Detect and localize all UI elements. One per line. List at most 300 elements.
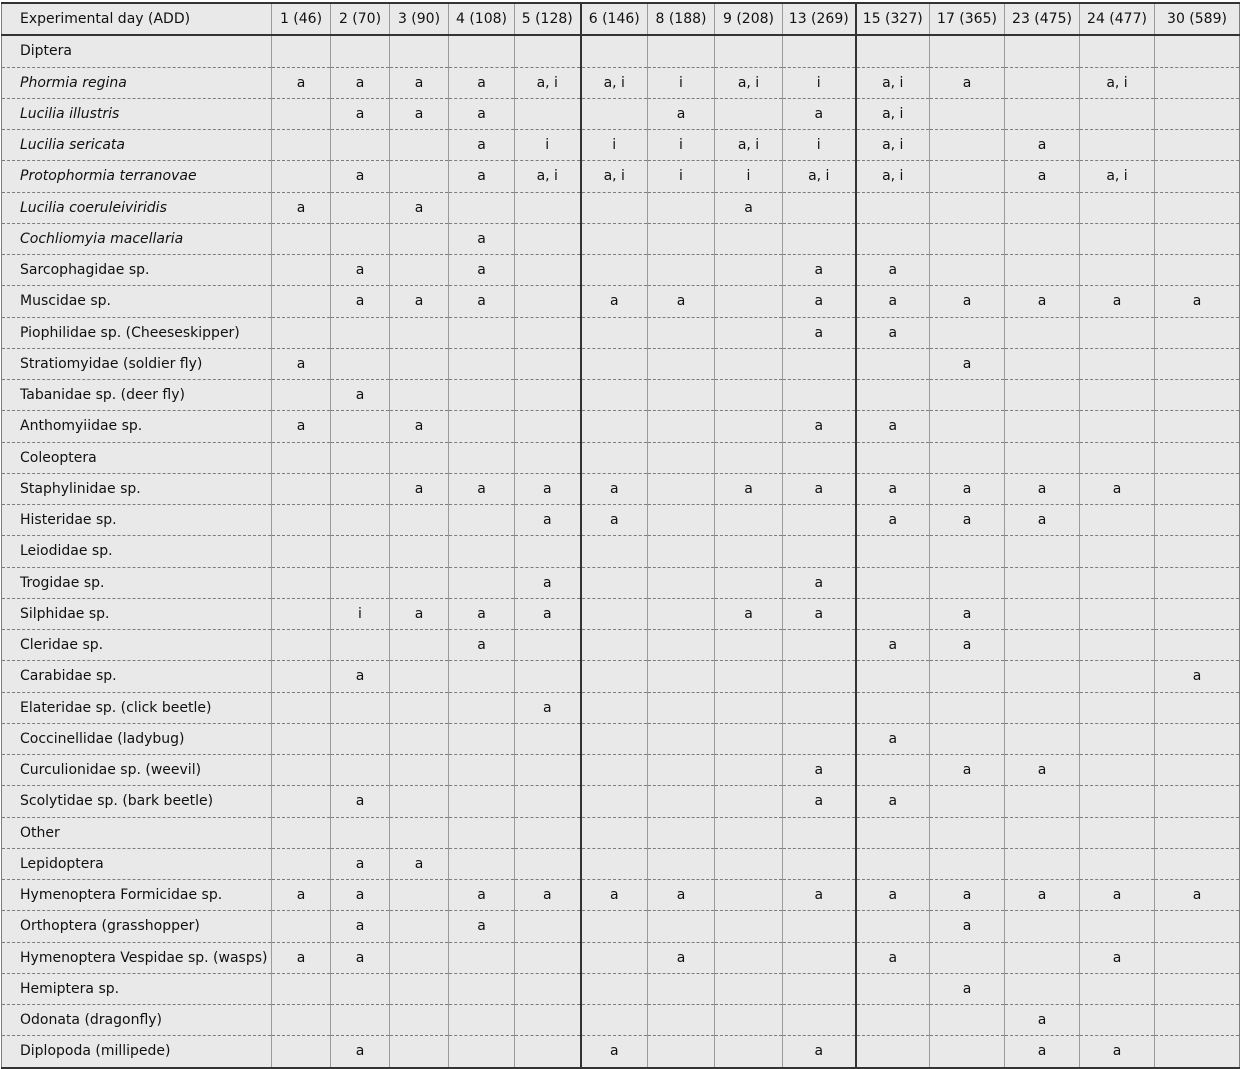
table-row bbox=[2, 380, 1240, 411]
header-day-cell: 2 (70) bbox=[331, 3, 390, 35]
presence-cell: a bbox=[390, 411, 449, 442]
presence-cell bbox=[390, 1005, 449, 1036]
presence-cell bbox=[783, 536, 856, 567]
presence-cell: a bbox=[390, 98, 449, 129]
table-row bbox=[2, 598, 1240, 629]
presence-cell bbox=[272, 661, 331, 692]
taxon-label: Protophormia terranovae bbox=[2, 161, 272, 192]
table-row bbox=[2, 67, 1240, 98]
presence-cell: a bbox=[648, 286, 715, 317]
presence-cell bbox=[1005, 630, 1080, 661]
table-row bbox=[2, 442, 1240, 473]
presence-cell bbox=[581, 692, 648, 723]
taxon-label: Histeridae sp. bbox=[2, 505, 272, 536]
presence-cell bbox=[390, 35, 449, 67]
presence-cell: a, i bbox=[515, 161, 581, 192]
presence-cell bbox=[856, 755, 930, 786]
presence-cell: a, i bbox=[715, 67, 783, 98]
presence-cell bbox=[515, 817, 581, 848]
presence-cell: i bbox=[331, 598, 390, 629]
presence-cell bbox=[515, 380, 581, 411]
presence-cell bbox=[715, 880, 783, 911]
table-row bbox=[2, 35, 1240, 67]
presence-cell bbox=[930, 317, 1005, 348]
table-row bbox=[2, 130, 1240, 161]
taxon-label: Piophilidae sp. (Cheeseskipper) bbox=[2, 317, 272, 348]
presence-cell: a bbox=[783, 755, 856, 786]
presence-cell bbox=[1155, 411, 1240, 442]
presence-cell bbox=[331, 505, 390, 536]
presence-cell bbox=[272, 817, 331, 848]
presence-cell bbox=[783, 817, 856, 848]
header-day-cell: 5 (128) bbox=[515, 3, 581, 35]
presence-cell bbox=[581, 223, 648, 254]
presence-cell bbox=[1080, 1005, 1155, 1036]
presence-cell: i bbox=[515, 130, 581, 161]
presence-cell: a, i bbox=[581, 161, 648, 192]
presence-cell bbox=[581, 98, 648, 129]
insect-succession-table bbox=[1, 2, 1240, 1069]
presence-cell bbox=[930, 411, 1005, 442]
presence-cell: a bbox=[515, 598, 581, 629]
taxon-label: Trogidae sp. bbox=[2, 567, 272, 598]
presence-cell bbox=[390, 255, 449, 286]
presence-cell bbox=[930, 848, 1005, 879]
presence-cell bbox=[390, 348, 449, 379]
presence-cell bbox=[515, 192, 581, 223]
header-day-cell: 8 (188) bbox=[648, 3, 715, 35]
presence-cell bbox=[1080, 755, 1155, 786]
presence-cell bbox=[581, 723, 648, 754]
presence-cell: a bbox=[272, 192, 331, 223]
taxon-label: Lucilia sericata bbox=[2, 130, 272, 161]
taxon-label: Cleridae sp. bbox=[2, 630, 272, 661]
presence-cell bbox=[331, 755, 390, 786]
presence-cell bbox=[390, 786, 449, 817]
presence-cell bbox=[783, 380, 856, 411]
presence-cell bbox=[449, 661, 515, 692]
taxon-label: Lepidoptera bbox=[2, 848, 272, 879]
presence-cell bbox=[1080, 380, 1155, 411]
presence-cell bbox=[1080, 98, 1155, 129]
presence-cell: a bbox=[783, 317, 856, 348]
taxon-label: Anthomyiidae sp. bbox=[2, 411, 272, 442]
presence-cell bbox=[272, 755, 331, 786]
taxon-label: Hemiptera sp. bbox=[2, 973, 272, 1004]
presence-cell: a bbox=[783, 286, 856, 317]
taxon-label: Cochliomyia macellaria bbox=[2, 223, 272, 254]
presence-cell bbox=[390, 567, 449, 598]
presence-cell: a bbox=[783, 567, 856, 598]
presence-cell bbox=[1155, 505, 1240, 536]
presence-cell: a bbox=[581, 473, 648, 504]
presence-cell bbox=[515, 35, 581, 67]
presence-cell: a bbox=[648, 98, 715, 129]
presence-cell bbox=[1080, 35, 1155, 67]
presence-cell: a bbox=[1155, 661, 1240, 692]
presence-cell: a bbox=[856, 942, 930, 973]
presence-cell bbox=[390, 911, 449, 942]
presence-cell bbox=[1080, 661, 1155, 692]
presence-cell bbox=[515, 255, 581, 286]
presence-cell: a bbox=[783, 880, 856, 911]
presence-cell bbox=[856, 817, 930, 848]
presence-cell: a bbox=[930, 67, 1005, 98]
presence-cell bbox=[581, 786, 648, 817]
presence-cell: i bbox=[648, 67, 715, 98]
presence-cell bbox=[1155, 1005, 1240, 1036]
taxon-label: Tabanidae sp. (deer fly) bbox=[2, 380, 272, 411]
presence-cell bbox=[930, 661, 1005, 692]
presence-cell: a bbox=[581, 286, 648, 317]
presence-cell bbox=[715, 786, 783, 817]
presence-cell: a bbox=[930, 911, 1005, 942]
presence-cell bbox=[1155, 255, 1240, 286]
presence-cell: a bbox=[1005, 161, 1080, 192]
presence-cell bbox=[449, 973, 515, 1004]
presence-cell: a bbox=[715, 192, 783, 223]
table-row bbox=[2, 192, 1240, 223]
header-day-cell: 6 (146) bbox=[581, 3, 648, 35]
presence-cell bbox=[515, 630, 581, 661]
presence-cell bbox=[331, 130, 390, 161]
presence-cell: a bbox=[930, 630, 1005, 661]
presence-cell bbox=[581, 317, 648, 348]
presence-cell bbox=[648, 442, 715, 473]
presence-cell bbox=[930, 567, 1005, 598]
presence-cell bbox=[515, 411, 581, 442]
presence-cell bbox=[783, 348, 856, 379]
presence-cell bbox=[449, 942, 515, 973]
presence-cell bbox=[581, 598, 648, 629]
presence-cell bbox=[581, 255, 648, 286]
presence-cell: i bbox=[648, 161, 715, 192]
taxon-label: Curculionidae sp. (weevil) bbox=[2, 755, 272, 786]
presence-cell bbox=[581, 380, 648, 411]
presence-cell bbox=[272, 130, 331, 161]
presence-cell: a bbox=[856, 411, 930, 442]
presence-cell bbox=[648, 848, 715, 879]
presence-cell bbox=[515, 723, 581, 754]
presence-cell bbox=[390, 817, 449, 848]
presence-cell bbox=[272, 161, 331, 192]
presence-cell bbox=[856, 661, 930, 692]
presence-cell: a bbox=[272, 348, 331, 379]
table-row bbox=[2, 317, 1240, 348]
table-row bbox=[2, 505, 1240, 536]
presence-cell bbox=[272, 848, 331, 879]
presence-cell bbox=[1155, 348, 1240, 379]
presence-cell bbox=[648, 1005, 715, 1036]
presence-cell bbox=[272, 598, 331, 629]
presence-cell: a, i bbox=[515, 67, 581, 98]
presence-cell bbox=[1155, 786, 1240, 817]
presence-cell: a bbox=[1155, 286, 1240, 317]
presence-cell bbox=[1155, 567, 1240, 598]
table-row bbox=[2, 1036, 1240, 1068]
presence-cell: a bbox=[390, 598, 449, 629]
presence-cell: a bbox=[930, 755, 1005, 786]
taxon-label: Other bbox=[2, 817, 272, 848]
presence-cell bbox=[449, 380, 515, 411]
presence-cell bbox=[272, 473, 331, 504]
taxon-label: Hymenoptera Formicidae sp. bbox=[2, 880, 272, 911]
table-row bbox=[2, 755, 1240, 786]
presence-cell bbox=[390, 505, 449, 536]
presence-cell bbox=[515, 286, 581, 317]
header-day-cell: 4 (108) bbox=[449, 3, 515, 35]
presence-cell: a bbox=[272, 67, 331, 98]
presence-cell bbox=[272, 380, 331, 411]
table-row bbox=[2, 286, 1240, 317]
presence-cell: a bbox=[331, 286, 390, 317]
presence-cell bbox=[1155, 192, 1240, 223]
presence-cell bbox=[1155, 1036, 1240, 1068]
presence-cell bbox=[1005, 35, 1080, 67]
presence-cell bbox=[581, 442, 648, 473]
presence-cell bbox=[449, 567, 515, 598]
presence-cell bbox=[1155, 911, 1240, 942]
presence-cell bbox=[581, 192, 648, 223]
presence-cell bbox=[272, 786, 331, 817]
presence-cell bbox=[648, 786, 715, 817]
presence-cell bbox=[515, 536, 581, 567]
presence-cell bbox=[449, 692, 515, 723]
presence-cell: a bbox=[783, 598, 856, 629]
presence-cell: a bbox=[856, 786, 930, 817]
presence-cell bbox=[331, 411, 390, 442]
presence-cell bbox=[648, 255, 715, 286]
presence-cell bbox=[856, 911, 930, 942]
header-day-cell: 1 (46) bbox=[272, 3, 331, 35]
presence-cell: a bbox=[856, 880, 930, 911]
presence-cell bbox=[272, 692, 331, 723]
presence-cell: a bbox=[783, 786, 856, 817]
presence-cell bbox=[1080, 411, 1155, 442]
presence-cell: a bbox=[449, 630, 515, 661]
presence-cell bbox=[581, 911, 648, 942]
presence-cell: a bbox=[856, 255, 930, 286]
presence-cell bbox=[1080, 255, 1155, 286]
presence-cell bbox=[1155, 755, 1240, 786]
presence-cell bbox=[648, 223, 715, 254]
presence-cell bbox=[715, 630, 783, 661]
table-row bbox=[2, 723, 1240, 754]
presence-cell bbox=[390, 942, 449, 973]
presence-cell bbox=[581, 942, 648, 973]
taxon-label: Stratiomyidae (soldier fly) bbox=[2, 348, 272, 379]
presence-cell bbox=[1005, 973, 1080, 1004]
presence-cell: a bbox=[331, 786, 390, 817]
presence-cell bbox=[331, 723, 390, 754]
presence-cell: a bbox=[331, 911, 390, 942]
taxon-label: Coccinellidae (ladybug) bbox=[2, 723, 272, 754]
presence-cell bbox=[1005, 317, 1080, 348]
presence-cell bbox=[1080, 817, 1155, 848]
presence-cell bbox=[515, 317, 581, 348]
presence-cell bbox=[1080, 786, 1155, 817]
presence-cell: a bbox=[930, 286, 1005, 317]
presence-cell: a bbox=[331, 67, 390, 98]
presence-cell bbox=[783, 442, 856, 473]
presence-cell bbox=[515, 1005, 581, 1036]
presence-cell bbox=[390, 973, 449, 1004]
presence-cell bbox=[648, 317, 715, 348]
header-day-cell: 23 (475) bbox=[1005, 3, 1080, 35]
presence-cell bbox=[1155, 817, 1240, 848]
presence-cell: a bbox=[1005, 755, 1080, 786]
presence-cell bbox=[930, 942, 1005, 973]
presence-cell bbox=[856, 1036, 930, 1068]
header-label-cell: Experimental day (ADD) bbox=[2, 3, 272, 35]
presence-cell bbox=[515, 661, 581, 692]
presence-cell bbox=[856, 692, 930, 723]
presence-cell bbox=[715, 692, 783, 723]
presence-cell bbox=[1005, 911, 1080, 942]
presence-cell bbox=[1080, 130, 1155, 161]
presence-cell: a bbox=[449, 911, 515, 942]
presence-cell: a bbox=[515, 692, 581, 723]
presence-cell: a bbox=[449, 598, 515, 629]
presence-cell bbox=[856, 973, 930, 1004]
presence-cell bbox=[1080, 598, 1155, 629]
presence-cell bbox=[331, 692, 390, 723]
presence-cell: a bbox=[449, 286, 515, 317]
presence-cell: a bbox=[648, 942, 715, 973]
presence-cell bbox=[1005, 567, 1080, 598]
presence-cell: a bbox=[1005, 880, 1080, 911]
presence-cell: a bbox=[856, 286, 930, 317]
presence-cell bbox=[390, 536, 449, 567]
presence-cell bbox=[515, 755, 581, 786]
presence-cell bbox=[515, 786, 581, 817]
taxon-label: Phormia regina bbox=[2, 67, 272, 98]
presence-cell: a bbox=[715, 473, 783, 504]
presence-cell bbox=[930, 692, 1005, 723]
presence-cell: a, i bbox=[856, 161, 930, 192]
presence-cell bbox=[930, 130, 1005, 161]
presence-cell bbox=[449, 317, 515, 348]
table-row bbox=[2, 817, 1240, 848]
presence-cell bbox=[390, 880, 449, 911]
presence-cell bbox=[856, 1005, 930, 1036]
presence-cell: i bbox=[783, 130, 856, 161]
presence-cell bbox=[515, 911, 581, 942]
presence-cell bbox=[930, 35, 1005, 67]
presence-cell bbox=[515, 942, 581, 973]
presence-cell: a bbox=[648, 880, 715, 911]
presence-cell bbox=[930, 161, 1005, 192]
presence-cell bbox=[715, 223, 783, 254]
presence-cell: a bbox=[272, 880, 331, 911]
presence-cell bbox=[648, 380, 715, 411]
presence-cell bbox=[715, 411, 783, 442]
presence-cell bbox=[1005, 598, 1080, 629]
table-row bbox=[2, 911, 1240, 942]
presence-cell: a bbox=[581, 1036, 648, 1068]
presence-cell: a bbox=[272, 411, 331, 442]
presence-cell bbox=[856, 567, 930, 598]
presence-cell bbox=[648, 192, 715, 223]
presence-cell: a bbox=[515, 880, 581, 911]
presence-cell: a, i bbox=[715, 130, 783, 161]
presence-cell bbox=[648, 817, 715, 848]
presence-cell bbox=[272, 35, 331, 67]
taxon-label: Diplopoda (millipede) bbox=[2, 1036, 272, 1068]
presence-cell bbox=[1080, 911, 1155, 942]
presence-cell bbox=[783, 192, 856, 223]
presence-cell bbox=[1155, 692, 1240, 723]
presence-cell bbox=[1080, 973, 1155, 1004]
presence-cell bbox=[331, 973, 390, 1004]
presence-cell: a bbox=[390, 848, 449, 879]
presence-cell bbox=[331, 317, 390, 348]
presence-cell bbox=[783, 723, 856, 754]
presence-cell: a bbox=[930, 880, 1005, 911]
presence-cell bbox=[715, 317, 783, 348]
taxon-label: Hymenoptera Vespidae sp. (wasps) bbox=[2, 942, 272, 973]
presence-cell: a bbox=[783, 255, 856, 286]
presence-cell: a bbox=[856, 723, 930, 754]
presence-cell bbox=[1080, 317, 1155, 348]
presence-cell bbox=[715, 380, 783, 411]
presence-cell bbox=[648, 911, 715, 942]
presence-cell: a bbox=[930, 348, 1005, 379]
table-row bbox=[2, 536, 1240, 567]
presence-cell bbox=[1155, 942, 1240, 973]
presence-cell bbox=[390, 130, 449, 161]
presence-cell bbox=[648, 348, 715, 379]
presence-cell bbox=[1005, 786, 1080, 817]
presence-cell: a bbox=[390, 473, 449, 504]
presence-cell: a bbox=[1005, 1036, 1080, 1068]
taxon-label: Lucilia coeruleiviridis bbox=[2, 192, 272, 223]
presence-cell bbox=[331, 442, 390, 473]
presence-cell bbox=[715, 35, 783, 67]
presence-cell bbox=[1005, 67, 1080, 98]
presence-cell bbox=[272, 723, 331, 754]
taxon-label: Orthoptera (grasshopper) bbox=[2, 911, 272, 942]
taxon-label: Muscidae sp. bbox=[2, 286, 272, 317]
presence-cell bbox=[648, 473, 715, 504]
presence-cell bbox=[1155, 630, 1240, 661]
presence-cell: a bbox=[715, 598, 783, 629]
presence-cell bbox=[272, 567, 331, 598]
presence-cell bbox=[272, 1005, 331, 1036]
presence-cell bbox=[1080, 630, 1155, 661]
presence-cell bbox=[648, 411, 715, 442]
presence-cell: a, i bbox=[783, 161, 856, 192]
presence-cell: a bbox=[1005, 505, 1080, 536]
presence-cell bbox=[783, 630, 856, 661]
presence-cell bbox=[930, 192, 1005, 223]
presence-cell: a bbox=[856, 630, 930, 661]
presence-cell bbox=[515, 848, 581, 879]
presence-cell bbox=[331, 473, 390, 504]
presence-cell: a bbox=[930, 598, 1005, 629]
presence-cell: a bbox=[331, 161, 390, 192]
presence-cell bbox=[1155, 130, 1240, 161]
presence-cell bbox=[449, 817, 515, 848]
presence-cell bbox=[581, 661, 648, 692]
presence-cell bbox=[715, 536, 783, 567]
presence-cell: a bbox=[783, 411, 856, 442]
presence-cell bbox=[715, 567, 783, 598]
presence-cell bbox=[715, 348, 783, 379]
presence-cell: a bbox=[930, 473, 1005, 504]
header-day-cell: 15 (327) bbox=[856, 3, 930, 35]
table-row bbox=[2, 567, 1240, 598]
